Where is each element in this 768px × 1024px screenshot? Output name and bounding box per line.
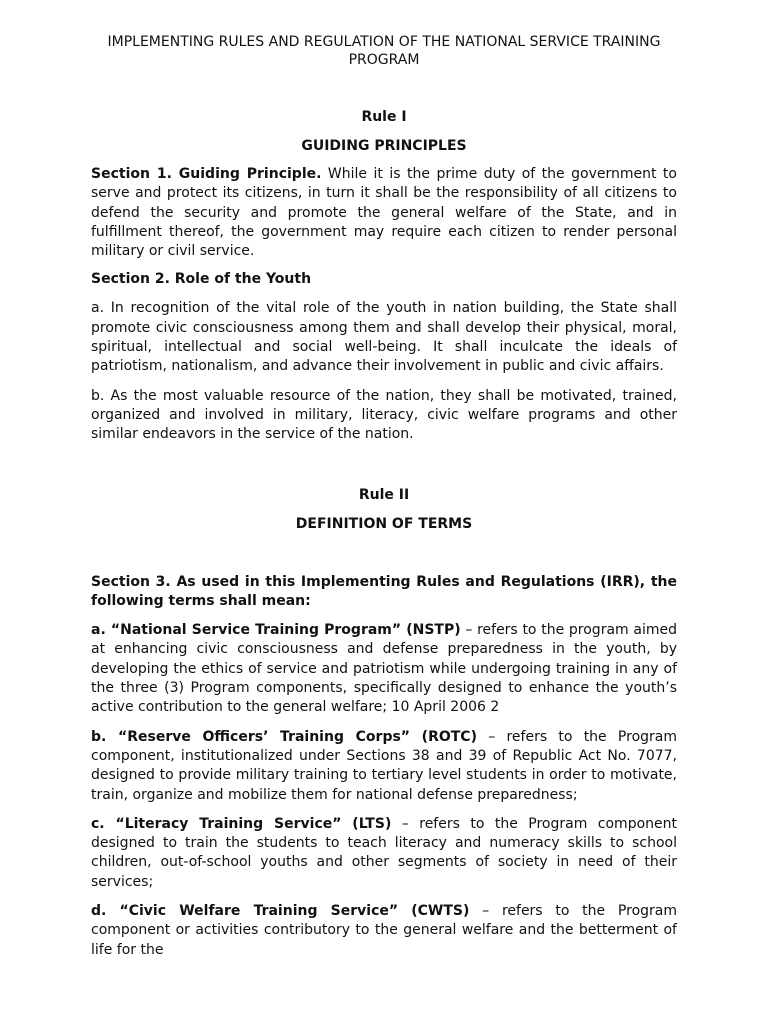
term-c-body: – refers to the Program component designed to train the students to teach literacy and numeracy skills to school children, out-of-school youths and other segments of society in need of their services;	[91, 815, 677, 890]
section-2-para-b: b. As the most valuable resource of the nation, they shall be motivated, trained, organized and involved in military, literacy, civic welfare programs and other similar endeavors in the service of the nation.	[91, 387, 677, 443]
term-d-paragraph	[91, 902, 677, 960]
section-1-lead: Section 1. Guiding Principle.	[91, 166, 322, 182]
section-2-heading: Section 2. Role of the Youth	[91, 271, 312, 288]
term-c-paragraph	[91, 815, 677, 892]
rule-2-heading: DEFINITION OF TERMS	[295, 515, 473, 532]
term-a-lead: a. “National Service Training Program” (NSTP)	[91, 622, 461, 639]
term-c-lead: c. “Literacy Training Service” (LTS)	[91, 815, 392, 832]
section-3-heading: Section 3. As used in this Implementing Rules and Regulations (IRR), the following terms shall mean:	[91, 573, 677, 609]
term-b-paragraph	[91, 728, 677, 805]
term-b-body: – refers to the Program component, institutionalized under Sections 38 and 39 of Republic Act No. 7077, designed to provide military training to tertiary level students in order to motivate, train, organize and mobilize them for national defense preparedness;	[91, 728, 677, 803]
rule-2-number: Rule II	[358, 486, 410, 503]
term-a-paragraph	[91, 621, 677, 717]
term-d-body: – refers to the Program component or activities contributory to the general welfare and the betterment of life for the	[91, 903, 677, 958]
rule-1-heading: GUIDING PRINCIPLES	[301, 138, 467, 154]
rule-1-number: Rule I	[361, 109, 407, 125]
document-title: IMPLEMENTING RULES AND REGULATION OF THE NATIONAL SERVICE TRAINING PROGRAM	[107, 34, 661, 68]
term-b-lead: b. “Reserve Officers’ Training Corps” (ROTC)	[91, 728, 477, 745]
section-1-body: While it is the prime duty of the government to serve and protect its citizens, in turn it shall be the responsibility of all citizens to defend the security and promote the general welfare of the State, and in fulfillment thereof, the government may require each citizen to render personal military or civil service.	[91, 166, 677, 260]
term-d-lead: d. “Civic Welfare Training Service” (CWTS)	[91, 903, 470, 920]
term-a-body: – refers to the program aimed at enhancing civic consciousness and defense preparedness in the youth, by developing the ethics of service and patriotism while undergoing training in any of the three (3) Program components, specifically designed to enhance the youth’s active contribution to the general welfare; 10 April 2006 2	[91, 622, 677, 716]
document-page	[91, 33, 677, 960]
section-2-para-a: a. In recognition of the vital role of the youth in nation building, the State shall promote civic consciousness among them and shall develop their physical, moral, spiritual, intellectual and social well-being. It shall inculcate the ideals of patriotism, nationalism, and advance their involvement in public and civic affairs.	[91, 300, 677, 375]
section-1-paragraph	[91, 165, 677, 261]
